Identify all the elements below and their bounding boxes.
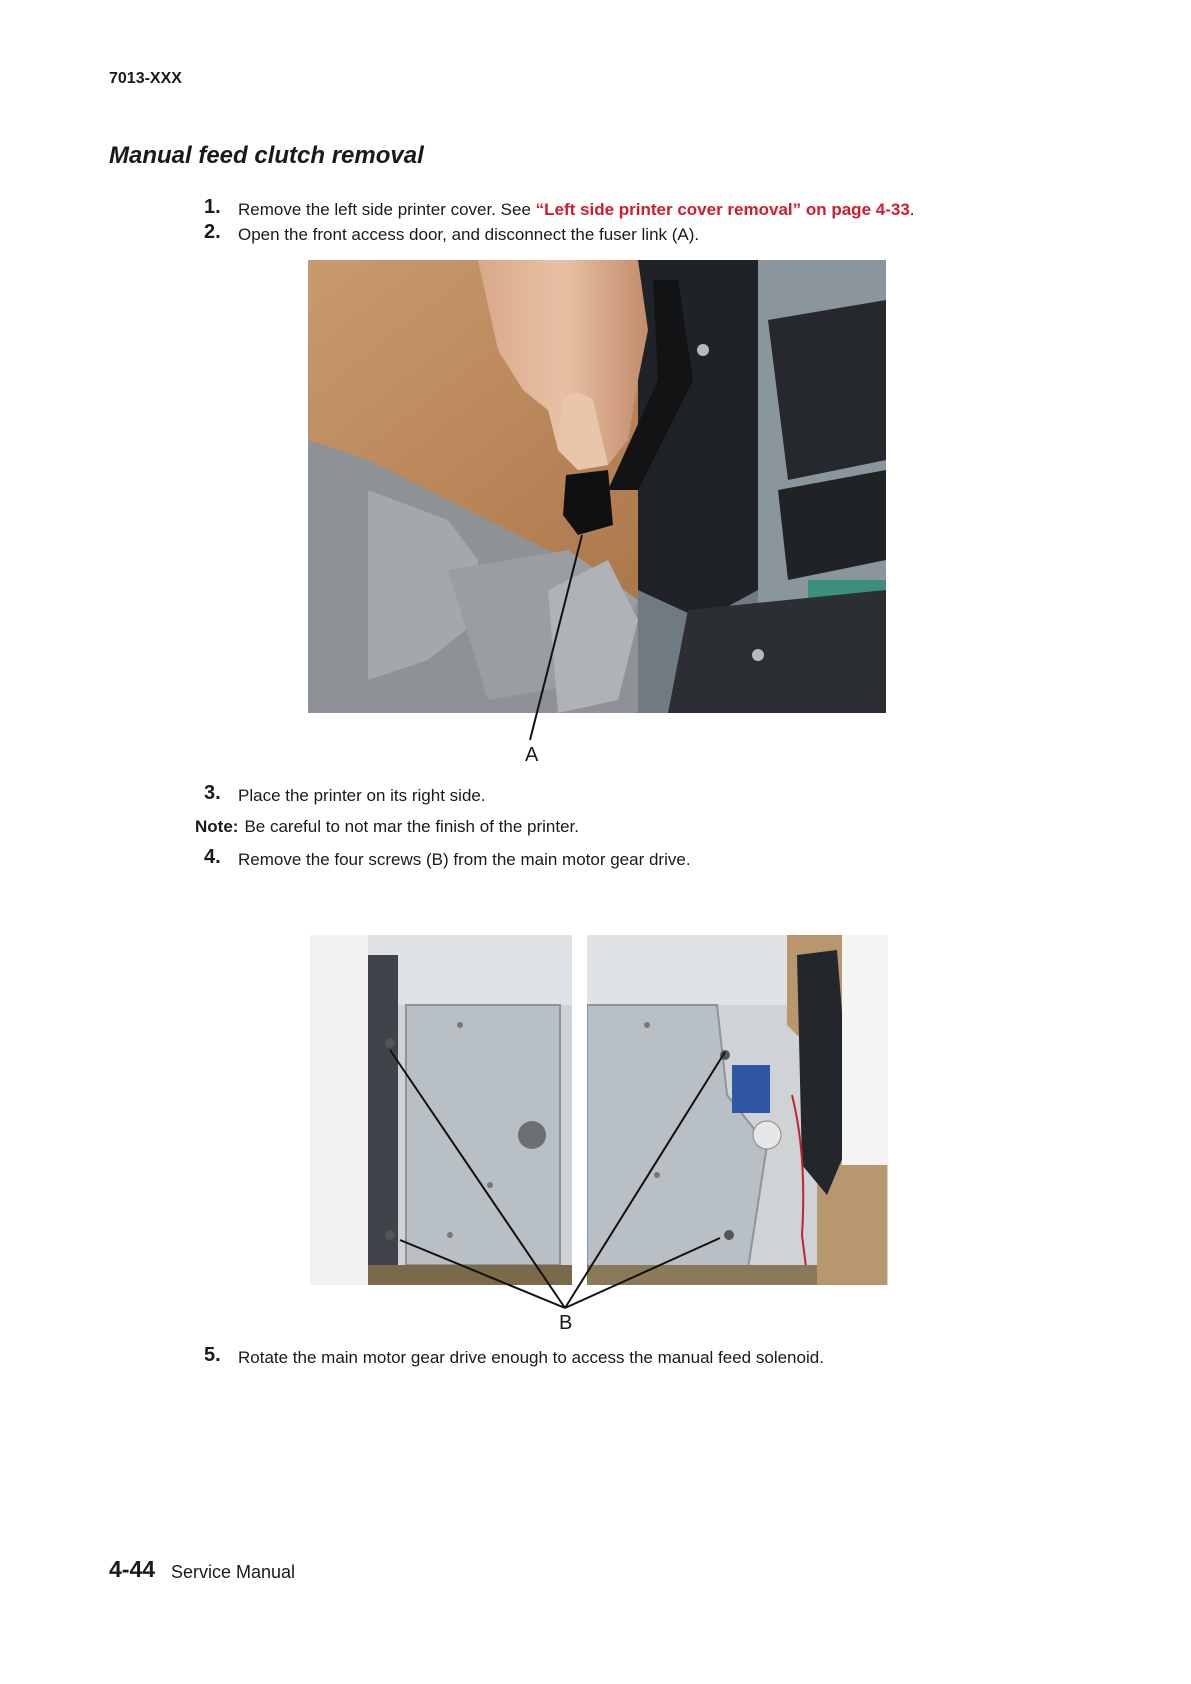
step-number: 4.	[204, 846, 221, 868]
step-text: Place the printer on its right side.	[238, 786, 486, 805]
note	[195, 817, 579, 837]
fuser-link-photo	[308, 260, 886, 713]
cross-reference-link[interactable]: “Left side printer cover removal” on page 4-33	[535, 200, 910, 219]
manual-title: Service Manual	[171, 1562, 296, 1582]
step-text: Remove the four screws (B) from the main motor gear drive.	[238, 850, 691, 869]
step-4	[204, 846, 691, 870]
note-label: Note:	[195, 817, 239, 836]
document-model-number: 7013-XXX	[109, 70, 182, 87]
callout-a-label: A	[525, 744, 539, 766]
step-number: 5.	[204, 1344, 221, 1366]
section-title: Manual feed clutch removal	[109, 142, 424, 169]
step-1	[204, 196, 915, 220]
step-3	[204, 782, 486, 806]
callout-a-leader	[520, 530, 590, 750]
step-number: 3.	[204, 782, 221, 804]
step-text: Open the front access door, and disconnect the fuser link (A).	[238, 225, 700, 244]
step-number: 2.	[204, 221, 221, 243]
step-text: Rotate the main motor gear drive enough to access the manual feed solenoid.	[238, 1348, 824, 1367]
step-text: Remove the left side printer cover. See	[238, 200, 536, 219]
callout-b-leaders	[380, 1040, 740, 1320]
step-5	[204, 1344, 824, 1368]
note-text: Be careful to not mar the finish of the printer.	[244, 817, 579, 836]
callout-b-label: B	[559, 1312, 573, 1334]
fuser-link-photo-illustration	[308, 260, 886, 713]
page-number: 4-44	[109, 1556, 156, 1582]
step-text-end: .	[909, 200, 915, 219]
step-2	[204, 221, 700, 245]
step-number: 1.	[204, 196, 221, 218]
